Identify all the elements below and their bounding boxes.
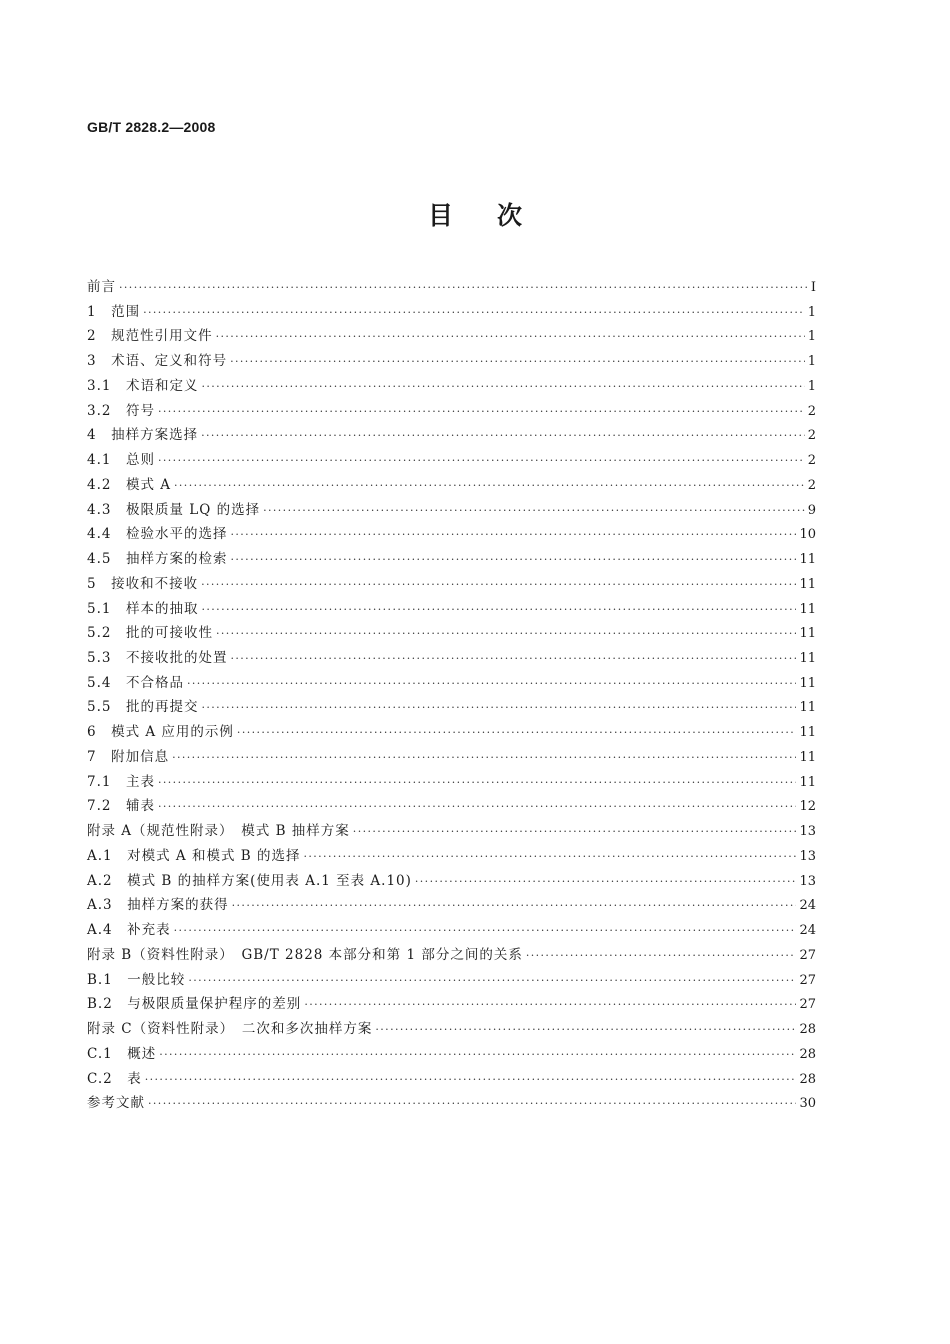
toc-entry-title: 5.5 批的再提交 [87, 699, 199, 716]
dot-leader [230, 553, 796, 566]
dot-leader [216, 330, 805, 343]
toc-entry-title: 5.2 批的可接收性 [87, 625, 213, 642]
toc-entry-title: 4.3 极限质量 LQ 的选择 [87, 501, 261, 518]
toc-entry[interactable] [87, 473, 816, 498]
dot-leader [174, 924, 797, 937]
toc-entry-title: A.4 补充表 [87, 922, 171, 939]
dot-leader [303, 850, 796, 863]
toc-page-number: 1 [807, 304, 816, 320]
dot-leader [201, 603, 796, 616]
toc-page-number: 2 [807, 403, 816, 419]
toc-page-number: 9 [807, 502, 816, 518]
toc-entry[interactable] [87, 943, 816, 968]
toc-entry-title: 1 范围 [87, 303, 141, 320]
toc-entry[interactable] [87, 300, 816, 325]
toc-entry-title: 7 附加信息 [87, 748, 170, 765]
toc-entry[interactable] [87, 992, 816, 1017]
toc-page-number: 24 [799, 923, 816, 939]
toc-page-number: 11 [799, 675, 816, 691]
dot-leader [201, 701, 796, 714]
toc-entry-title: 参考文献 [87, 1095, 145, 1112]
dot-leader [526, 949, 797, 962]
dot-leader [158, 776, 796, 789]
toc-entry-title: 4.2 模式 A [87, 476, 172, 493]
dot-leader [172, 751, 796, 764]
toc-page-number: 2 [807, 428, 816, 444]
toc-entry[interactable] [87, 770, 816, 795]
toc-entry[interactable] [87, 794, 816, 819]
toc-entry-title: 附录 A（规范性附录） 模式 B 抽样方案 [87, 823, 350, 840]
toc-entry[interactable] [87, 1017, 816, 1042]
toc-page-number: 13 [799, 824, 816, 840]
toc-page-number: 11 [799, 552, 816, 568]
toc-entry[interactable] [87, 745, 816, 770]
dot-leader [201, 429, 805, 442]
toc-entry[interactable] [87, 671, 816, 696]
toc-entry[interactable] [87, 399, 816, 424]
toc-page-number: 27 [799, 947, 816, 963]
toc-entry-title: C.1 概述 [87, 1045, 157, 1062]
toc-entry[interactable] [87, 720, 816, 745]
toc-entry[interactable] [87, 695, 816, 720]
toc-entry[interactable] [87, 646, 816, 671]
toc-entry[interactable] [87, 324, 816, 349]
table-of-contents [87, 275, 816, 1116]
toc-entry[interactable] [87, 522, 816, 547]
toc-entry-title: 3.2 符号 [87, 402, 155, 419]
toc-page-number: 13 [799, 873, 816, 889]
toc-page-number: 11 [799, 774, 816, 790]
dot-leader [174, 479, 805, 492]
toc-page-number: I [810, 280, 816, 295]
toc-entry-title: 3 术语、定义和符号 [87, 353, 228, 370]
toc-entry[interactable] [87, 869, 816, 894]
toc-entry-title: 5.4 不合格品 [87, 674, 184, 691]
toc-entry-title: 5.3 不接收批的处置 [87, 650, 228, 667]
dot-leader [158, 800, 796, 813]
toc-page-number: 28 [799, 1046, 816, 1062]
toc-page-number: 24 [799, 898, 816, 914]
toc-entry[interactable] [87, 968, 816, 993]
toc-entry-title: 7.1 主表 [87, 773, 155, 790]
dot-leader [415, 875, 797, 888]
dot-leader [216, 627, 796, 640]
toc-page-number: 1 [807, 329, 816, 345]
toc-entry[interactable] [87, 597, 816, 622]
toc-page-number: 11 [799, 626, 816, 642]
toc-entry[interactable] [87, 547, 816, 572]
toc-entry-title: 附录 B（资料性附录） GB/T 2828 本部分和第 1 部分之间的关系 [87, 946, 523, 963]
dot-leader [145, 1073, 797, 1086]
toc-page-number: 11 [799, 700, 816, 716]
toc-entry[interactable] [87, 275, 816, 300]
toc-entry[interactable] [87, 498, 816, 523]
toc-entry-title: 6 模式 A 应用的示例 [87, 724, 234, 741]
dot-leader [119, 281, 808, 294]
dot-leader [230, 652, 796, 665]
dot-leader [230, 528, 796, 541]
toc-entry[interactable] [87, 374, 816, 399]
dot-leader [158, 405, 805, 418]
toc-page-number: 12 [799, 799, 816, 815]
toc-page-number: 2 [807, 477, 816, 493]
dot-leader [187, 677, 796, 690]
dot-leader [232, 899, 797, 912]
toc-entry[interactable] [87, 819, 816, 844]
toc-entry[interactable] [87, 572, 816, 597]
toc-page-number: 10 [799, 527, 816, 543]
toc-entry[interactable] [87, 448, 816, 473]
toc-entry-title: 2 规范性引用文件 [87, 328, 213, 345]
toc-entry-title: 4.1 总则 [87, 452, 155, 469]
toc-page-number: 30 [799, 1096, 816, 1112]
dot-leader [201, 380, 804, 393]
dot-leader [263, 504, 805, 517]
toc-page-number: 28 [799, 1022, 816, 1038]
toc-entry-title: A.3 抽样方案的获得 [87, 897, 229, 914]
toc-entry[interactable] [87, 844, 816, 869]
dot-leader [201, 578, 796, 591]
dot-leader [304, 998, 796, 1011]
toc-page-number: 11 [799, 601, 816, 617]
toc-page-number: 11 [799, 651, 816, 667]
toc-entry-title: A.2 模式 B 的抽样方案(使用表 A.1 至表 A.10) [87, 872, 412, 889]
toc-entry[interactable] [87, 423, 816, 448]
toc-entry-title: 前言 [87, 279, 116, 295]
dot-leader [237, 726, 797, 739]
toc-entry[interactable] [87, 1091, 816, 1116]
toc-entry-title: B.1 一般比较 [87, 971, 186, 988]
dot-leader [353, 825, 797, 838]
dot-leader [188, 974, 796, 987]
toc-page-number: 27 [799, 972, 816, 988]
toc-entry[interactable] [87, 1067, 816, 1092]
toc-page-number: 11 [799, 576, 816, 592]
toc-entry[interactable] [87, 621, 816, 646]
toc-entry-title: A.1 对模式 A 和模式 B 的选择 [87, 847, 301, 864]
toc-page-number: 2 [807, 453, 816, 469]
toc-entry-title: 5.1 样本的抽取 [87, 600, 199, 617]
toc-page-number: 11 [799, 725, 816, 741]
standard-number: GB/T 2828.2—2008 [87, 119, 216, 135]
toc-page-number: 1 [807, 378, 816, 394]
toc-entry-title: 7.2 辅表 [87, 798, 155, 815]
toc-entry[interactable] [87, 893, 816, 918]
toc-entry-title: 4.4 检验水平的选择 [87, 526, 228, 543]
toc-page-number: 13 [799, 848, 816, 864]
toc-page-number: 28 [799, 1071, 816, 1087]
toc-page-number: 11 [799, 749, 816, 765]
toc-entry-title: 5 接收和不接收 [87, 575, 199, 592]
toc-entry[interactable] [87, 349, 816, 374]
dot-leader [148, 1097, 796, 1110]
dot-leader [143, 306, 805, 319]
page-title: 目次 [427, 201, 566, 230]
toc-entry[interactable] [87, 1042, 816, 1067]
toc-entry-title: B.2 与极限质量保护程序的差别 [87, 996, 302, 1013]
toc-page-number: 1 [807, 354, 816, 370]
toc-entry-title: C.2 表 [87, 1070, 142, 1087]
toc-entry[interactable] [87, 918, 816, 943]
dot-leader [230, 355, 805, 368]
dot-leader [159, 1048, 796, 1061]
toc-entry-title: 附录 C（资料性附录） 二次和多次抽样方案 [87, 1021, 373, 1038]
toc-entry-title: 3.1 术语和定义 [87, 377, 199, 394]
toc-entry-title: 4.5 抽样方案的检索 [87, 551, 228, 568]
toc-page-number: 27 [799, 997, 816, 1013]
dot-leader [158, 454, 805, 467]
dot-leader [375, 1023, 796, 1036]
toc-entry-title: 4 抽样方案选择 [87, 427, 199, 444]
